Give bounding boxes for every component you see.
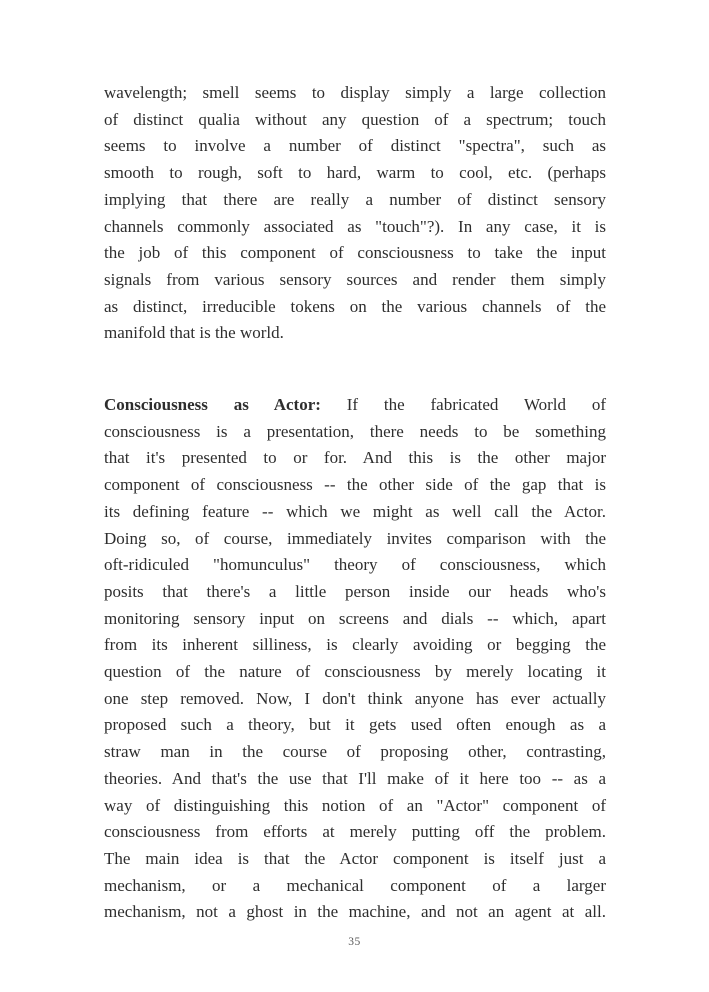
text-line: signals from various sensory sources and render them simply: [104, 269, 606, 289]
text-line: way of distinguishing this notion of an "Actor" component of: [104, 795, 606, 815]
text-line: posits that there's a little person inside our heads who's: [104, 581, 606, 601]
body-text: [104, 80, 606, 926]
page-number: 35: [348, 936, 361, 948]
text-line: mechanism, not a ghost in the machine, and not an agent at all.: [104, 902, 606, 922]
text-line: component of consciousness -- the other side of the gap that is: [104, 475, 606, 495]
run-in-heading: Consciousness as Actor:: [104, 395, 321, 415]
text-line: proposed such a theory, but it gets used often enough as a: [104, 715, 606, 735]
text-line: oft-ridiculed "homunculus" theory of consciousness, which: [104, 555, 606, 575]
text-line: its defining feature -- which we might as well call the Actor.: [104, 501, 606, 521]
text-line: theories. And that's the use that I'll make of it here too -- as a: [104, 768, 606, 788]
text-line: mechanism, or a mechanical component of a larger: [104, 875, 606, 895]
paragraph-sensory-manifold: [104, 80, 606, 347]
text-line: The main idea is that the Actor component is itself just a: [104, 848, 606, 868]
text-line: manifold that is the world.: [104, 323, 284, 343]
text-line: seems to involve a number of distinct "spectra", such as: [104, 136, 606, 156]
text-line: from its inherent silliness, is clearly avoiding or begging the: [104, 635, 606, 655]
text-line: consciousness is a presentation, there needs to be something: [104, 421, 606, 441]
text-line: that it's presented to or for. And this is the other major: [104, 448, 606, 468]
text-line: the job of this component of consciousness to take the input: [104, 243, 606, 263]
text-line: question of the nature of consciousness by merely locating it: [104, 662, 606, 682]
paragraph-consciousness-as-actor: [104, 392, 606, 926]
text-line: consciousness from efforts at merely putting off the problem.: [104, 822, 606, 842]
text-line: Doing so, of course, immediately invites comparison with the: [104, 528, 606, 548]
text-line: wavelength; smell seems to display simply a large collection: [104, 83, 606, 102]
text-line: Consciousness as Actor: If the fabricated World of: [104, 395, 606, 415]
text-line: monitoring sensory input on screens and dials -- which, apart: [104, 608, 606, 628]
text-line: smooth to rough, soft to hard, warm to cool, etc. (perhaps: [104, 163, 606, 183]
text-line: implying that there are really a number of distinct sensory: [104, 189, 606, 209]
text-line: straw man in the course of proposing other, contrasting,: [104, 742, 606, 762]
text-line: as distinct, irreducible tokens on the various channels of the: [104, 296, 606, 316]
text-line: of distinct qualia without any question of a spectrum; touch: [104, 109, 606, 129]
text-line: channels commonly associated as "touch"?). In any case, it is: [104, 216, 606, 236]
text-line: one step removed. Now, I don't think anyone has ever actually: [104, 688, 606, 708]
